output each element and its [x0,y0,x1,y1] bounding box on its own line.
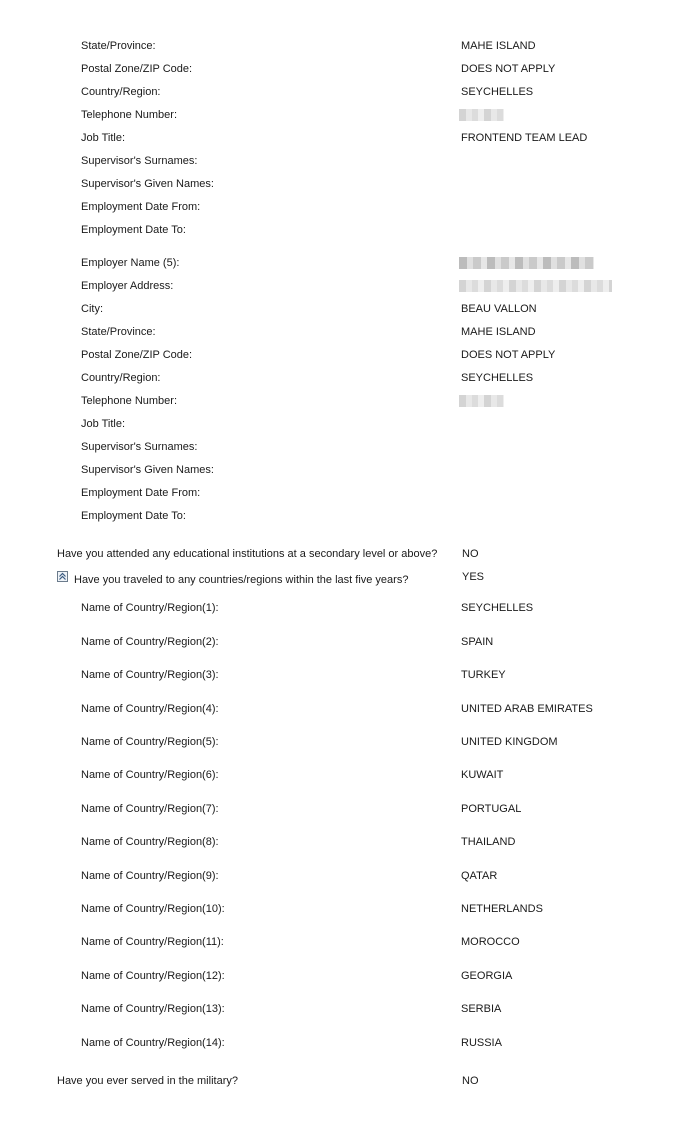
country-value: GEORGIA [461,970,513,982]
employer4-job-label: Job Title: [81,132,126,144]
country-label: Name of Country/Region(5): [81,736,219,748]
country-label: Name of Country/Region(11): [81,936,224,948]
country-label: Name of Country/Region(8): [81,836,219,848]
country-label: Name of Country/Region(2): [81,636,219,648]
employer4-state-label: State/Province: [81,40,156,52]
employer5-country-label: Country/Region: [81,372,161,384]
military-answer: NO [462,1075,479,1087]
employer4-state-value: MAHE ISLAND [461,40,536,52]
collapse-icon[interactable] [57,571,68,582]
employer5-name-redacted [459,257,594,269]
country-label: Name of Country/Region(7): [81,803,219,815]
employer5-sup-surnames-label: Supervisor's Surnames: [81,441,198,453]
employer5-phone-label: Telephone Number: [81,395,178,407]
employer4-job-value: FRONTEND TEAM LEAD [461,132,588,144]
employer5-address-redacted [459,280,612,292]
employer4-country-label: Country/Region: [81,86,161,98]
employer5-sup-given-label: Supervisor's Given Names: [81,464,214,476]
country-value: TURKEY [461,669,506,681]
employer5-postal-label: Postal Zone/ZIP Code: [81,349,193,361]
country-label: Name of Country/Region(9): [81,870,219,882]
country-value: MOROCCO [461,936,520,948]
country-value: SPAIN [461,636,494,648]
employer5-phone-redacted [459,395,504,407]
double-chevron-up-icon [58,572,67,581]
country-label: Name of Country/Region(3): [81,669,219,681]
employer5-state-label: State/Province: [81,326,156,338]
country-label: Name of Country/Region(14): [81,1037,225,1049]
employer4-country-value: SEYCHELLES [461,86,534,98]
employer5-city-value: BEAU VALLON [461,303,537,315]
country-value: UNITED ARAB EMIRATES [461,703,593,715]
military-question: Have you ever served in the military? [57,1075,238,1087]
employer4-date-to-label: Employment Date To: [81,224,186,236]
employer5-date-to-label: Employment Date To: [81,510,186,522]
employer4-sup-given-label: Supervisor's Given Names: [81,178,214,190]
country-value: SEYCHELLES [461,602,534,614]
travel-question: Have you traveled to any countries/regions within the last five years? [74,574,409,586]
employer5-city-label: City: [81,303,103,315]
country-value: PORTUGAL [461,803,522,815]
country-label: Name of Country/Region(1): [81,602,219,614]
employer5-country-value: SEYCHELLES [461,372,534,384]
country-value: SERBIA [461,1003,502,1015]
employer4-date-from-label: Employment Date From: [81,201,201,213]
country-value: RUSSIA [461,1037,502,1049]
employer4-postal-label: Postal Zone/ZIP Code: [81,63,193,75]
employer5-address-label: Employer Address: [81,280,174,292]
employer4-sup-surnames-label: Supervisor's Surnames: [81,155,198,167]
education-answer: NO [462,548,479,560]
employer5-name-label: Employer Name (5): [81,257,180,269]
country-label: Name of Country/Region(12): [81,970,225,982]
employer4-postal-value: DOES NOT APPLY [461,63,556,75]
country-label: Name of Country/Region(10): [81,903,225,915]
country-label: Name of Country/Region(4): [81,703,219,715]
employer4-phone-label: Telephone Number: [81,109,178,121]
country-label: Name of Country/Region(6): [81,769,219,781]
country-value: THAILAND [461,836,516,848]
employer5-date-from-label: Employment Date From: [81,487,201,499]
education-question: Have you attended any educational institutions at a secondary level or above? [57,548,438,560]
employer5-postal-value: DOES NOT APPLY [461,349,556,361]
employer4-phone-redacted [459,109,504,121]
country-value: QATAR [461,870,498,882]
country-label: Name of Country/Region(13): [81,1003,225,1015]
country-value: UNITED KINGDOM [461,736,558,748]
country-value: KUWAIT [461,769,504,781]
travel-answer: YES [462,571,485,583]
employer5-state-value: MAHE ISLAND [461,326,536,338]
employer5-job-label: Job Title: [81,418,126,430]
country-value: NETHERLANDS [461,903,543,915]
